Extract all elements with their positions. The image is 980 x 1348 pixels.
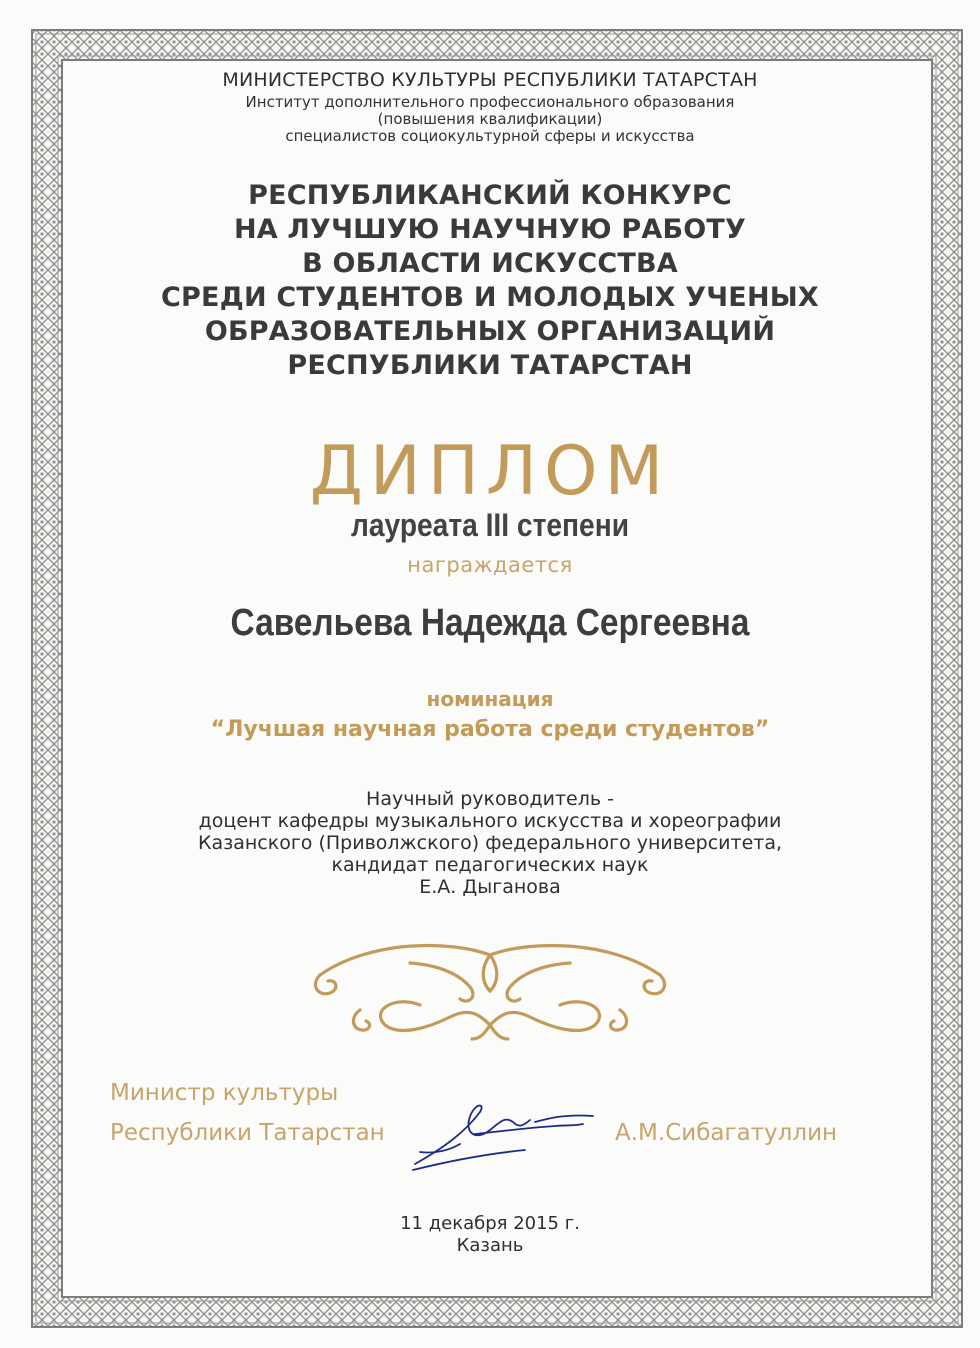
- minister-title-line-1: Министр культуры: [110, 1080, 339, 1106]
- awarded-label: награждается: [407, 553, 573, 577]
- gold-scroll-ornament-icon: [300, 935, 680, 1045]
- institute-line-3: специалистов социокультурной сферы и искусства: [285, 127, 695, 145]
- issue-city: Казань: [456, 1235, 524, 1256]
- supervisor-line-1: Научный руководитель -: [366, 788, 614, 810]
- issue-date: 11 декабря 2015 г.: [400, 1213, 580, 1234]
- contest-title-line-3: В ОБЛАСТИ ИСКУССТВА: [302, 248, 678, 279]
- contest-title-line-2: НА ЛУЧШУЮ НАУЧНУЮ РАБОТУ: [233, 214, 747, 245]
- institute-line-2: (повышения квалификации): [377, 110, 603, 128]
- ministry-name: МИНИСТЕРСТВО КУЛЬТУРЫ РЕСПУБЛИКИ ТАТАРСТАН: [222, 69, 758, 91]
- contest-title-line-4: СРЕДИ СТУДЕНТОВ И МОЛОДЫХ УЧЕНЫХ: [161, 282, 819, 313]
- institute-line-1: Институт дополнительного профессионального образования: [245, 93, 735, 111]
- contest-title-line-6: РЕСПУБЛИКИ ТАТАРСТАН: [287, 350, 693, 381]
- supervisor-line-3: Казанского (Приволжского) федерального университета,: [197, 832, 783, 854]
- diploma-title: ДИПЛОМ: [309, 432, 671, 511]
- laureate-degree: лауреата III степени: [350, 507, 630, 543]
- supervisor-line-4: кандидат педагогических наук: [331, 854, 649, 876]
- nomination-label: номинация: [426, 687, 554, 711]
- contest-title-line-1: РЕСПУБЛИКАНСКИЙ КОНКУРС: [248, 180, 732, 211]
- supervisor-line-2: доцент кафедры музыкального искусства и хореографии: [198, 810, 782, 832]
- minister-title-line-2: Республики Татарстан: [110, 1120, 385, 1146]
- supervisor-name: Е.А. Дыганова: [419, 876, 561, 898]
- handwritten-signature: [405, 1092, 605, 1172]
- recipient-name: Савельева Надежда Сергеевна: [230, 602, 750, 644]
- contest-title-line-5: ОБРАЗОВАТЕЛЬНЫХ ОРГАНИЗАЦИЙ: [204, 316, 776, 347]
- nomination-title: “Лучшая научная работа среди студентов”: [210, 717, 770, 742]
- minister-name: А.М.Сибагатуллин: [615, 1120, 838, 1146]
